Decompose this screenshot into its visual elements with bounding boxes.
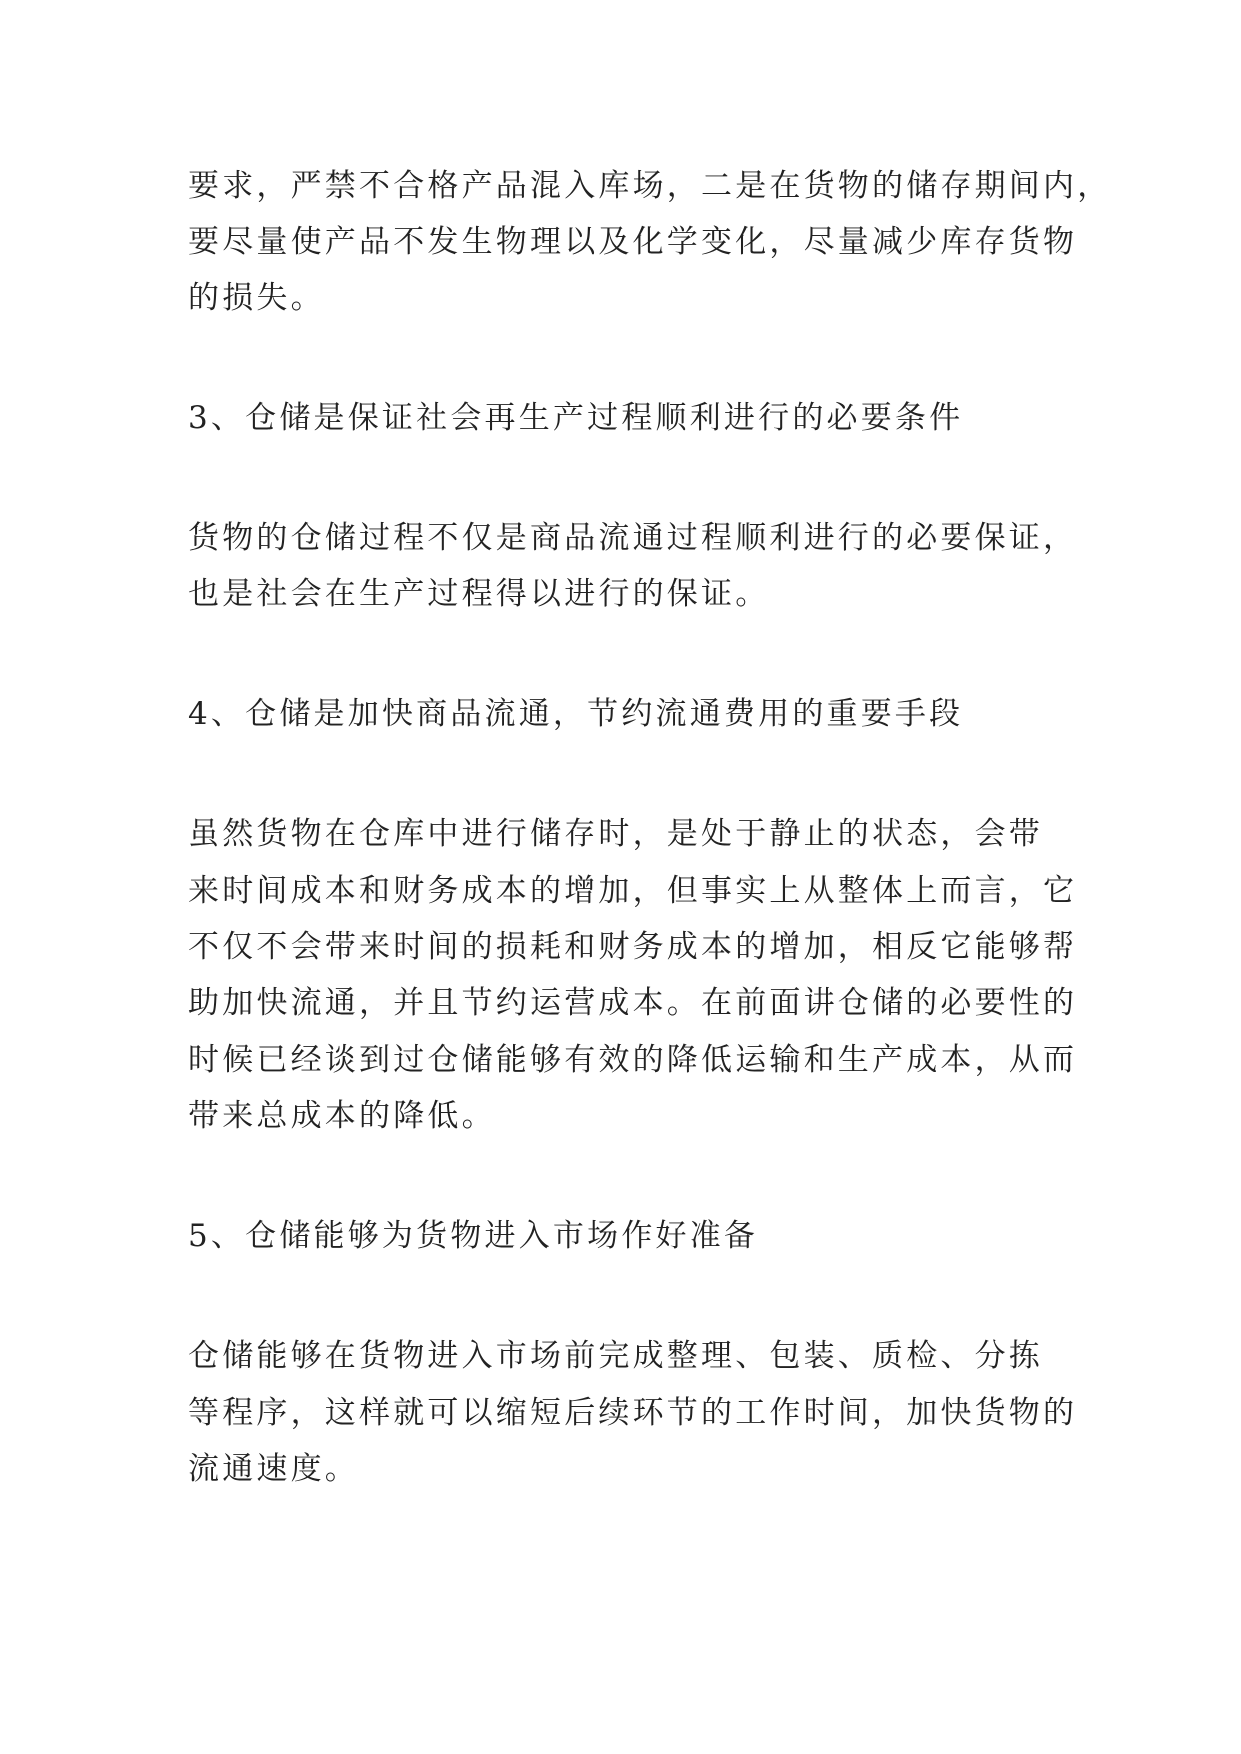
paragraph-line: 来时间成本和财务成本的增加，但事实上从整体上而言，它 — [188, 873, 1078, 909]
paragraph-line: 的损失。 — [188, 280, 325, 316]
paragraph-line: 也是社会在生产过程得以进行的保证。 — [188, 576, 770, 612]
section-heading: 5、仓储能够为货物进入市场作好准备 — [188, 1218, 759, 1254]
paragraph-line: 等程序，这样就可以缩短后续环节的工作时间，加快货物的 — [188, 1395, 1078, 1431]
paragraph-line: 要求，严禁不合格产品混入库场，二是在货物的储存期间内， — [188, 168, 1112, 204]
paragraph-line: 助加快流通，并且节约运营成本。在前面讲仓储的必要性的 — [188, 985, 1078, 1021]
paragraph-line: 货物的仓储过程不仅是商品流通过程顺利进行的必要保证， — [188, 520, 1078, 556]
section-heading: 4、仓储是加快商品流通，节约流通费用的重要手段 — [188, 696, 964, 732]
paragraph-line: 时候已经谈到过仓储能够有效的降低运输和生产成本，从而 — [188, 1042, 1078, 1078]
paragraph-line: 要尽量使产品不发生物理以及化学变化，尽量减少库存货物 — [188, 224, 1078, 260]
section-heading: 3、仓储是保证社会再生产过程顺利进行的必要条件 — [188, 400, 964, 436]
paragraph-line: 流通速度。 — [188, 1451, 359, 1487]
paragraph-line: 带来总成本的降低。 — [188, 1098, 496, 1134]
paragraph-line: 虽然货物在仓库中进行储存时，是处于静止的状态，会带 — [188, 816, 1043, 852]
paragraph-line: 不仅不会带来时间的损耗和财务成本的增加，相反它能够帮 — [188, 929, 1078, 965]
paragraph-line: 仓储能够在货物进入市场前完成整理、包装、质检、分拣 — [188, 1338, 1043, 1374]
